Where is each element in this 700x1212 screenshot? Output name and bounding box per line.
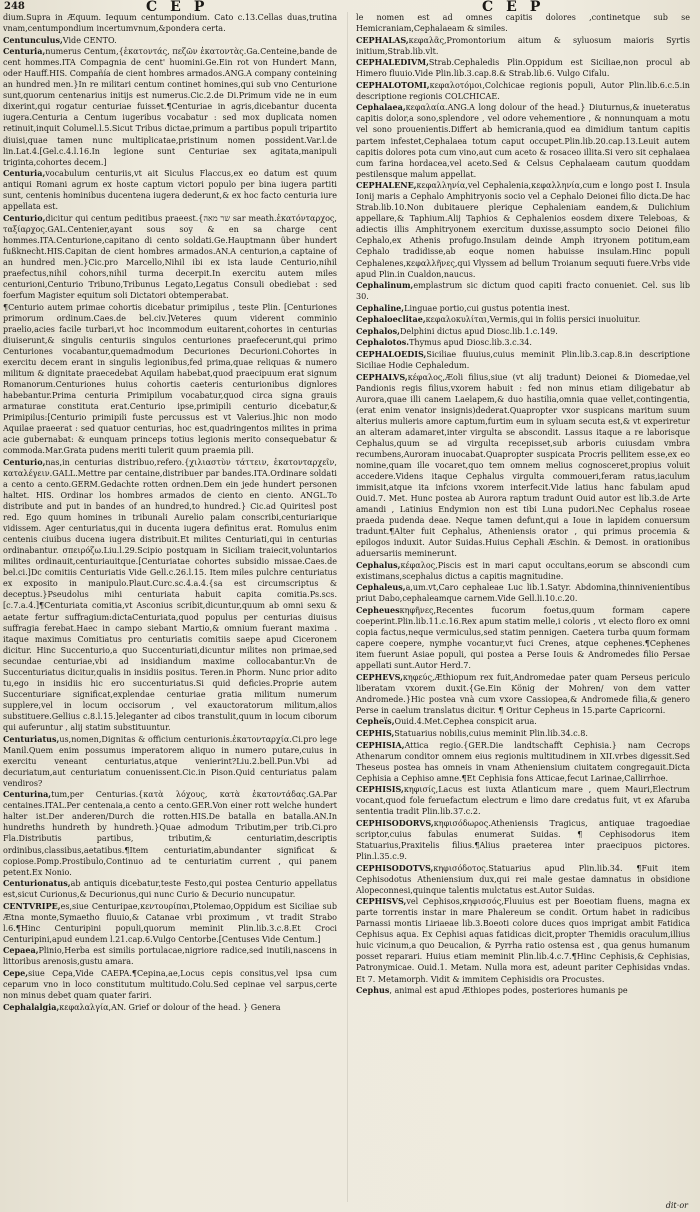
right-column bbox=[356, 12, 690, 1202]
entry-headword: Cephaline, bbox=[356, 302, 405, 313]
entry-headword: Cephalaea, bbox=[356, 102, 406, 113]
entry-headword: Centuria, bbox=[3, 168, 46, 179]
entry-text: tum,per Centurias.{κατὰ λόχους, κατὰ ἑκατοντάδας.GA.Par centaines.ITAL.Per centenaia,a cento a cento.GER.Von einer rott welche hundert halter ist.Der anderen/Durch die rotten.HIS.De batalla en batalla.AN.In hundreths hundreth by hundreth.}Quae admodum Tributim,per trib.Ci.pro Fla.Distributis partibus, tributim,& centuriatim,descriptis ordinibus,classibus,aetatibus.¶Item centuriatim,abundanter significat & copiose.Pomp.Prostibulo,Continuo ad te centuriatim current , qui panem petent.Ex Nonio. bbox=[3, 790, 337, 877]
entry-headword: Cepheues bbox=[356, 604, 400, 615]
entry-text: vocabulum centuriis,vt ait Siculus Flaccus,ex eo datum est quum antiqui Romani agrum ex hoste captum victori populo per bina iugera partiti sunt, centenis hominibus ducentena iugera dederunt,& ex hoc facto centuria iure appellata est. bbox=[3, 169, 337, 212]
entry-headword: CEPHALAS, bbox=[356, 34, 409, 45]
entry-text: us,nomen,Dignitas & officium centurionis.ἑκατονταρχία.Ci.pro lege Manil.Quem enim possumus imperatorem aliquo in numero putare,cuius in exercitu veneant centuriatus,atque venierint?Liu.2.bell.Pun.Vbi ad decuriatum,aut centuriatum conuenissent.Cic.in Pison.Quid centuriatus palam vendiros? bbox=[3, 734, 337, 788]
dictionary-entry bbox=[356, 740, 690, 784]
entry-headword: Cephaloeclitae, bbox=[356, 314, 426, 325]
dictionary-entry bbox=[3, 968, 337, 1001]
entry-headword: Centuriatus, bbox=[3, 733, 60, 744]
page-number: 248 bbox=[4, 1, 25, 12]
left-column bbox=[3, 12, 337, 1202]
entry-headword: CEPHALEDIVM, bbox=[356, 57, 429, 68]
entry-text: Strab.Cephaledis Plin.Oppidum est Siciliae,non procul ab Himero fluuio.Vide Plin.lib.3.cap.8.& Strab.lib.6. Vulgo Cifalu. bbox=[356, 58, 690, 79]
entry-headword: Cephus bbox=[356, 985, 390, 996]
entry-headword: Centurio, bbox=[3, 212, 46, 223]
dictionary-entry bbox=[356, 784, 690, 817]
entry-text: κηφισόδοτος.Statuarius apud Plin.lib.34. ¶Fuit item Cephisodotus Atheniensium dux,qui rei male gestae damnatus in obsidione Alopeconnesi,quinque talentis mulctatus est.Autor Suidas. bbox=[356, 863, 690, 895]
entry-text: Siciliae fluuius,cuius meminit Plin.lib.3.cap.8.in descriptione Siciliae Hodie Cephaledum. bbox=[356, 349, 690, 370]
dictionary-entry bbox=[356, 560, 690, 582]
dictionary-entry bbox=[3, 878, 337, 900]
dictionary-entry bbox=[3, 12, 337, 34]
running-head-right: CEP bbox=[482, 0, 554, 15]
entry-headword: CEPHALOTOMI, bbox=[356, 79, 430, 90]
dictionary-entry bbox=[356, 303, 690, 314]
entry-text: ¶Centurio autem primae cohortis dicebatur primipilus , teste Plin. [Centuriones primorum ordinum.Caes.de bel.civ.]Veteres quum viderent comminio praelio,acies facile turbari,vt hoc incommodum euitarent,cohortes in centurias diuiserunt,& singulis centuriis singulos centuriones praefecerunt,qui primo Centuriones vocabantur,quemadmodum Decuriones Decurioni.Cohortes in exercitu decem erant in singulis legionibus,fed prima,quae reliquas & numero militum & dignitate praecedebat Aquilam habebat,quod praecipuum erat signum Romanorum.Centuriones huius cohortis caeteris centurionibus dignlores habebantur.Prima centuria Primipilum vocabatur,quod circa signa grauis armaturae constituta erat.Centurio ipse,primipili centurio dicebatur,& Primipilus:[Centurio primipili fuste percussus est vt Valerius.]hic non modo Aquilae praeerat : sed quatuor centurias, hoc est,quadringentos milites in prima acie gubernabat: & eunquam princeps totius legionis merito consequebatur & commoda.Mar.Grata pudens meriti tulerit quum praemia pili. bbox=[3, 302, 337, 456]
dictionary-entry bbox=[356, 728, 690, 739]
dictionary-entry bbox=[356, 863, 690, 896]
entry-text: Attica regio.{GER.Die landtschafft Cephisia.} nam Cecrops Athenarum conditor omnem eius regionis multitudinem in XII.vrbes digessit.Sed Theseus postea has omneis in vnam Atheniensium ciuitatem congregauit.Dicta Cephisia a Cephiso amne.¶Et Cephisia fons Atticae,fecut Larinae,Callirrhoe. bbox=[356, 740, 690, 783]
entry-headword: CEPHISODOTVS, bbox=[356, 862, 434, 873]
entry-text: dicitur qui centum peditibus praeest.{שר מאה sar meath.ἑκατόνταρχος, ταξίαρχος.GAL.Centenier,ayant sous soy & en sa charge cent hommes.ITA.Centurione,capitano di cento soldati.Ge.Hauptmann über hundert fußknecht.HIS.Capitan de cient hombres armados.AN.A centurion,a captaine of an hundred men.}Cic.pro Marcello,Nihil ibi ex ista laude Centurio,nihil praefectus,nihil cohors,nihil turma decerpit.In exercitu autem miles centurioni,Centurio Tribuno,Tribunus Legato,Legatus Consuli obediebat : sed foerfum Magister equitum soli Dictatori obtemperabat. bbox=[3, 213, 337, 301]
dictionary-entry bbox=[356, 102, 690, 179]
entry-text: κεφαλοκυλίται,Vermis,qui in foliis persici inuoluitur. bbox=[425, 315, 641, 325]
entry-headword: CEPHISIA, bbox=[356, 739, 405, 750]
entry-text: es,siue Centuripae,κεντουρίπαι,Ptolemao,Oppidum est Siciliae sub Ætna monte,Symaetho fluuio,& Catanae vrbi proximum , vt tradit Strabo l.6.¶Hinc Centuripini populi,quorum meminit Plin.lib.3.c.8.Et Croci Centuripini,apud eundem l.21.cap.6.Vulgo Centorbe.[Centuses Vide Centum.] bbox=[3, 901, 337, 944]
entry-text: κεφαλαλγία,AN. Grief or dolour of the head. } Genera bbox=[59, 1002, 281, 1012]
entry-text: κηφισόδωρος.Atheniensis Tragicus, antiquae tragoediae scriptor,cuius fabulas enumerat Suidas. ¶ Cephisodorus item Statuarius,Praxitelis filius.¶Alius praeterea inter praecipuos pictores. Plin.l.35.c.9. bbox=[356, 818, 690, 862]
dictionary-entry bbox=[356, 605, 690, 671]
dictionary-entry bbox=[356, 716, 690, 727]
entry-text: numerus Centum,{ἑκατοντάς, πεζῶν ἑκατοντὰς.Ga.Centeine,bande de cent hommes.ITA Compagnia de cent' huomini.Ge.Ein rot von Hundert Mann, oder Hauff.HIS. Compañía de cient hombres armados.ANG.A company conteining an hundred men.}In re militari centum continet homines,qui sub vno Centurione sunt,quorum centenarius initijs est numerus.Cic.2.de Di.Primum vide ne in eum dixerint,qui rogatur centuriae fuisset.¶Centuriae in agris,dicebantur ducenta iugera.Centuria a Centum iugeribus vocabatur : sed mox duplicata nomen retinuit,inquit Columel.l.5.Sicut Tribus dictae,primum a partibus populi tripartito diuisi,quae tamen nunc multiplicatae,pristinum nomen possident.Var.l.de lin.Lat.4.[Gel.c.4.l.16.In legione sunt Centuriae sex agitata,manipuli triginta,cohortes decem.] bbox=[3, 47, 337, 167]
dictionary-entry bbox=[356, 80, 690, 102]
entry-text: Linguae portio,cui gustus potentia inest. bbox=[404, 303, 570, 313]
entry-headword: CEPHIS, bbox=[356, 728, 395, 738]
dictionary-entry bbox=[356, 280, 690, 302]
dictionary-entry bbox=[3, 789, 337, 877]
entry-text: κέφαλος,Æoli filius,siue (vt alij tradunt) Deionei & Diomedae,vel Pandionis regis filius,vxorem habuit : fed non minus etiam diligebatur ab Aurora,quae illi canem Laelapem,& duo hastilia,omnia quae vellet,contingentia,(erat enim venator insignis)dederat.Quapropter vxor suspicans maritum suum alterius mulieris amore captum,furtim eum in syluam secuta est,& vt experiretur an alteram adamaret,inter virgulta se abscondit. Lassus itaque a re laborisque Cephalus,quum se ad virgulta recepisset,sub arboris cuiusdam vmbra recumbens,Auroram inuocabat.Quapropter suspicata Procris pellitem esse,ex eo nomine,quam ille vocaret,quo tem omnem melius cognosceret,propius voluit accedere.Videns itaque Cephalus virgulta commoueri,feram ratus,iaculum immisit,atque ita infcions vxorem interfecit.Vide latius hanc fabulam apud Ouid.7. Met. Hunc postea ab Aurora raptum tradunt Ouid autor est lib.3.de Arte amandi , Latinius Endymion non est tibi Luna pudori.Nec Cephalus roseae praeda pudenda deae. Neque tamen defunt,qui a Ioue in lapidem conuersum tradunt.¶Alter fuit Cephalus, Atheniensis orator , qui primus procemia & epilogos induxit. Autor Suidas.Huius Cephali Æschin. & Demost. in orationibus aduersariis meminerunt. bbox=[356, 372, 690, 559]
dictionary-entry bbox=[3, 302, 337, 457]
entry-headword: CEPHALENE, bbox=[356, 180, 417, 191]
entry-text: Ouid.4.Met.Cephea conspicit arua. bbox=[394, 717, 537, 727]
entry-text: vel Cephisos,κηφισσός,Fluuius est per Boeotiam fluens, magna ex parte torrentis instar in mare Phalereum se condit. Ortum habet in radicibus Parnassi montis Liriaeae lib.3.Boeoti colore duces quos imprigat ambit Fatidica Cephisus aqua. Ex Cephisi aquas fatidicas dicit,propter Themidis oraculum,illius huic vicinum,a quo Deucalion, & Pyrrha ratio ostensa est , qua genus humanum posset reparari. Huius etiam meminit Plin.lib.4.c.7.¶Hinc Cephisis,& Cephisias, Patronymicae. Ouid.1. Metam. Nulla mora est, adeunt pariter Cephisidas vndas. Et 7. Metamorph. Vidit & immitem Cephisidis ora Procustes. bbox=[356, 897, 690, 984]
entry-text: Statuarius nobilis,cuius meminit Plin.lib.34.c.8. bbox=[394, 729, 588, 738]
dictionary-entry bbox=[3, 945, 337, 967]
column-divider bbox=[347, 12, 348, 1202]
dictionary-entry bbox=[356, 337, 690, 348]
running-head-left: CEP bbox=[146, 0, 218, 15]
entry-text: κηφισίς,Lacus est iuxta Atlanticum mare , quem Mauri,Electrum vocant,quod fole feruefactum electrum e limo dare credatus fuit, vt ex Afaruba sententia tradit Plin.lib.37.c.2. bbox=[356, 785, 690, 817]
dictionary-entry bbox=[356, 314, 690, 325]
dictionary-entry bbox=[356, 985, 690, 996]
dictionary-entry bbox=[3, 901, 337, 945]
entry-headword: Centunculus, bbox=[3, 34, 63, 45]
entry-headword: Cepheïs, bbox=[356, 716, 395, 727]
dictionary-entry bbox=[356, 180, 690, 279]
dictionary-entry bbox=[356, 896, 690, 984]
dictionary-entry bbox=[356, 57, 690, 79]
entry-text: nas,in centurias distribuo,refero.{χιλιαστὺν τάττειν, ἑκατονταρχεῖν, καταλέγειν.GALL.Mettre par centaine,distribuer par bandes.ITA.Ordinare soldati a cento a cento.GERM.Gedachte rotten ordnen.Dem ein jede hundert personen haltet. HIS. Ordinar los hombres armados de ciento en ciento. ANGL.To distribute and put in bandes of an hundred,to hundred.} Cic.ad Quiritesl post red. Ego quum homines in tribunali Aurelio palam conscribi,centuriarique vidissem. Ager centuriatus,qui in ducenta iugera definitus erat. Romulus enim centenis ciuibus ducena iugera distribuit.Et milites Centuriati,qui in centurias ordinabantur. σπειρόζω.Liu.l.29.Scipio postquam in Siciliam traiecit,voluntarios milites ordinauit,centuriauitque.[Centuriatae cohortes subsidio missae.Caes.de bel.ci.]Dc comitiis Centuriatis Vide Gell.c.26.l.15. Item miles pulchre centuriatus ex exposito in manipulo.Plaut.Curc.sc.4.a.4.{sa est circumscriptus & deceptus.}Pseudolus mihi centuriata habuit capita comitia.Ps.scs.[c.7.a.4.]¶Centuriata comitia,vt Asconius scribit,dicuntur,quum ab omni sexu & aetate fertur suffragium:dictaCenturiata,quod populus per centurias diuisus suffragia ferebat.Haec in campo siebant Martio,& omnium fuerant maxima . itaque maximus Comitiatus pro centuriatis comitiis saepe apud Ciceronem dicitur. Hinc Succenturio,a quo Succenturiati,dicuntur milites non primae,sed secundae centuriae,vbi ad insidiandum maxime collocabantur.Vn de Succenturiatus dicitur,qualis in insidiis positus. Teren.in Phorm. Nunc prior adito tu,ego in insidiis hic ero succenturiatus.Si quid deficies.Proprie autem Succenturiare significat,explendae centuriae gratia militum numerum supplere,vel in locum occisorum , vel exauctoratorum militum,alios substituere.Gellius c.8.l.15.]eleganter ad cibos transtulit,quum in locum ciborum qui auferuntur , alij statim substituuntur. bbox=[3, 457, 337, 732]
entry-headword: CENTVRIPE, bbox=[3, 900, 61, 911]
entry-headword: CEPHISODORVS, bbox=[356, 817, 434, 828]
dictionary-entry bbox=[356, 12, 690, 34]
entry-text: κεφαλληνία,vel Cephalenia,κεφαλληνία,cum e longo post I. Insula Ionij maris a Cephalo Amphitryonis socio vel a Cephalo Deionei filio dicta.De hac Strab.lib.10.Non dubitauere plerique Cephaleniam eandem,& Dulichium appellare,& Taphium.Alij Taphios & Cephalenios eosdem dixere Teleboas, & adiectis illis Amphitryonem exercitum duxisse,assumpto socio Deionei filio Cephalo,ex Athenis profugo.Insulam deinde Amph itryonem potitum,eam Cephalo tradidisse,ab eoque nomen habuisse insulam.Hinc populi Cephalenes,κεφαλλῆνες,qui Vlyssem ad bellum Troianum sequuti fuere.Vrbs vide apud Plin.in Cualdon,naucus. bbox=[356, 181, 690, 279]
entry-headword: CEPHISVS, bbox=[356, 896, 407, 907]
entry-text: κεφαλοτόμοι,Colchicae regionis populi, Autor Plin.lib.6.c.5.in descriptione regionis COLCHICAE. bbox=[356, 80, 690, 101]
dictionary-entry bbox=[356, 35, 690, 57]
entry-headword: Cepaea, bbox=[3, 945, 39, 956]
entry-text: , animal est apud Æthiopes podes, posteriores humanis pe bbox=[389, 986, 628, 996]
dictionary-entry bbox=[3, 734, 337, 789]
entry-text: κεφαλαία.ANG.A long dolour of the head.} Diuturnus,& inueteratus capitis dolor,a sono,splendore , vel odore vehementiore , & nonnunquam a motu vel sono prouenientis.Differt ab hemicrania,quod ea dimidium tantum capitis partem infestet,Cephalaea totum caput occupet.Plin.lib.20.cap.13.Leuit autem capitis dolores pota cum vino,aut cum aceto & rosaceo illita.Si vero sit cephalaea cum farina hordacea,vel aceto.Sed & Celsus Cephalaeam cautum quoddam pestilensque malum appellat. bbox=[356, 103, 690, 179]
dictionary-entry bbox=[3, 213, 337, 301]
entry-headword: Centurina, bbox=[3, 789, 52, 800]
entry-headword: Cephalalgia, bbox=[3, 1001, 60, 1012]
entry-text: emplastrum sic dictum quod capiti fracto conueniet. Cel. sus lib 30. bbox=[356, 281, 690, 302]
entry-headword: Cephalos, bbox=[356, 325, 400, 336]
entry-headword: Cephaleus, bbox=[356, 582, 406, 593]
entry-headword: CEPHISIS, bbox=[356, 784, 404, 795]
entry-headword: Cephalus, bbox=[356, 559, 401, 570]
entry-text: Vide CENTO. bbox=[62, 35, 117, 45]
entry-text: Delphini dictus apud Diosc.lib.1.c.149. bbox=[399, 326, 558, 336]
entry-text: Plinio,Herba est similis portulacae,nigriore radice,sed inutili,nascens in littoribus arenosis,gustu amara. bbox=[3, 946, 337, 967]
dictionary-entry bbox=[356, 582, 690, 604]
entry-headword: Centuria, bbox=[3, 46, 46, 57]
entry-text: a,um.vt,Caro cephaleae Luc lib.1.Satyr. Abdomina,thinnivenientibus priut Dabo,cephaleamque carnem.Vide Gell.li.10.c.20. bbox=[356, 583, 690, 604]
entry-text: siue Cepa,Vide CAEPA.¶Cepina,ae,Locus cepis consitus,vel ipsa cum ceparum vno in loco constitutum multitudo.Colu.Sed cepinae vel sarpus,certe non minus debet quam quater fariri. bbox=[3, 969, 337, 1001]
dictionary-entry bbox=[3, 46, 337, 168]
dictionary-entry bbox=[3, 457, 337, 733]
catchword: dit⋅or bbox=[665, 1201, 688, 1210]
entry-headword: CEPHALVS, bbox=[356, 371, 408, 382]
entry-headword: Cephalinum, bbox=[356, 280, 414, 291]
entry-headword: CEPHALOEDIS, bbox=[356, 348, 427, 359]
entry-headword: CEPHEVS, bbox=[356, 671, 403, 682]
dictionary-entry bbox=[356, 326, 690, 337]
dictionary-entry bbox=[356, 372, 690, 560]
entry-headword: Centurionatus, bbox=[3, 878, 71, 889]
entry-text: κέφαλος,Piscis est in mari caput occultans,eorum se abscondi cum existimans,scephalus dictus a capitis magnitudine. bbox=[356, 560, 690, 581]
dictionary-entry bbox=[3, 35, 337, 46]
entry-headword: Cepe, bbox=[3, 968, 29, 979]
entry-text: dium.Supra in Æquum. Iequum centumpondium. Cato c.13.Cellas duas,trutina vnam,centumpondium incertumvnum,&pondera certa. bbox=[3, 13, 337, 34]
dictionary-entry bbox=[356, 672, 690, 716]
entry-text: Thymus apud Diosc.lib.3.c.34. bbox=[409, 338, 532, 348]
dictionary-entry bbox=[3, 168, 337, 212]
entry-text: le nomen est ad omnes capitis dolores ,continetque sub se Hemicraniam,Cephalaeam & similes. bbox=[356, 13, 690, 34]
entry-text: ab antiquis dicebatur,teste Festo,qui postea Centurio appellatus est,sicut Curionus,& Decurionus,qui nunc Curio & Decurio nuncupatur. bbox=[3, 879, 337, 900]
entry-headword: Centurio, bbox=[3, 456, 46, 467]
entry-headword: Cephalotos. bbox=[356, 337, 410, 348]
entry-text: κηφῆνες,Recentes fucorum foetus,quum formam capere coeperint.Plin.lib.11.c.16.Rex apum statim melle,i coloris , vt electo floro ex omni copia factus,neque vermiculus,sed statim pennigen. Caetera turba quum formam capere coepere, nymphe vocantur,vt fuci Crenes, atque cephenes.¶Cephenes item fuerunt Asiae populi, qui postea a Perse Iouis & Andromedes filio Persae appellati sunt.Autor Herd.7. bbox=[356, 605, 690, 671]
entry-text: κηφεύς,Æthiopum rex fuit,Andromedae pater quam Perseus periculo liberatam vxorem duxit.{Ge.Ein König der Mohren/ von dem vatter Andromede.}Hic postea vnà cum vxore Cassiopea,& Andromede filia,& genero Perse in caelum translatus dicitur. ¶ Oritur Cepheus in 15.parte Capricorni. bbox=[356, 672, 690, 715]
dictionary-entry bbox=[356, 818, 690, 862]
entry-text: κεφαλᾶς,Promontorium aitum & syluosum maioris Syrtis initium,Strab.lib.vlt. bbox=[356, 35, 690, 56]
dictionary-entry bbox=[3, 1002, 337, 1013]
dictionary-entry bbox=[356, 349, 690, 371]
